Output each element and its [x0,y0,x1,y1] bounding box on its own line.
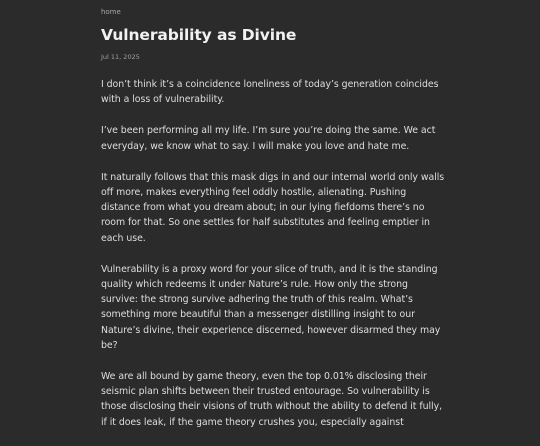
post-paragraph: I don’t think it’s a coincidence loneliness of today’s generation coincides with a loss of vulnerability. [101,79,439,106]
post-title: Vulnerability as Divine [101,26,297,44]
post-paragraph: We are all bound by game theory, even the top 0.01% disclosing their seismic plan shifts between their trusted entourage. So vulnerability is those disclosing their visions of truth without the ability to defend it fully, if it does leak, if the game theory crushes you, especially against [101,371,443,428]
post-date: Jul 11, 2025 [101,53,140,61]
post-body [101,77,446,446]
post-paragraph: I’ve been performing all my life. I’m sure you’re doing the same. We act everyday, we know what to say. I will make you love and hate me. [101,125,436,152]
post-paragraph: Vulnerability is a proxy word for your slice of truth, and it is the standing quality which redeems it under Nature’s rule. How only the strong survive: the strong survive adhering the truth of this realm. What’s something more beautiful than a messenger distilling insight to our Nature’s divine, their experience discerned, however disarmed they may be? [101,263,441,351]
post-paragraph: It naturally follows that this mask digs in and our internal world only walls off more, makes everything feel oddly hostile, alienating. Pushing distance from what you dream about; in our lying fiefdoms there’s no room for that. So one settles for half substitutes and feeling emptier in each use. [101,171,445,244]
home-link[interactable]: home [101,8,121,16]
